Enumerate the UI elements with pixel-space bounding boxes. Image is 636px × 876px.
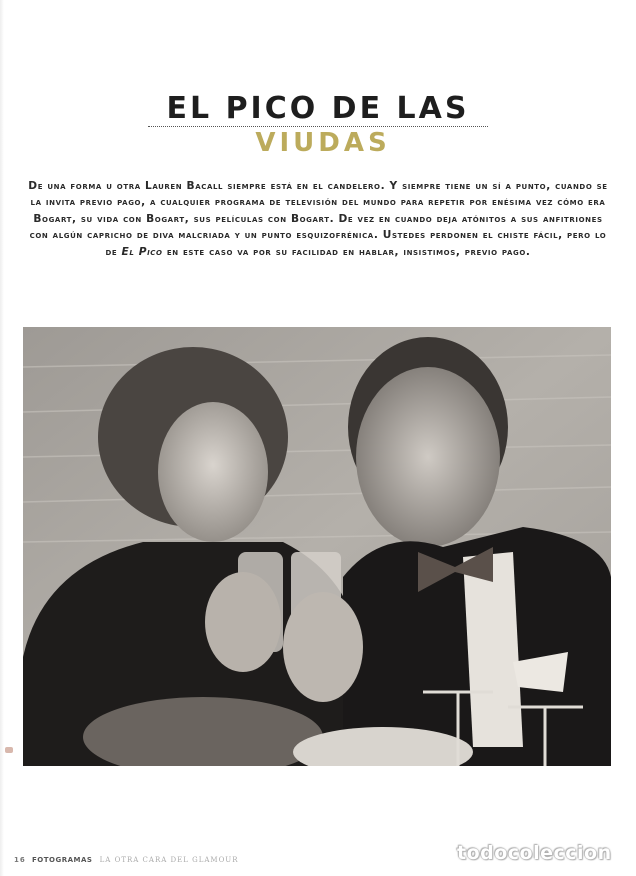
magazine-name: FOTOGRAMAS <box>31 856 93 864</box>
lead-paragraph <box>22 178 614 260</box>
article-title <box>0 92 636 158</box>
title-line-1: EL PICO DE LAS <box>166 91 470 126</box>
title-divider <box>148 126 488 127</box>
article-photo <box>23 327 611 766</box>
title-line-2: VIUDAS <box>255 128 391 158</box>
page-footer <box>14 856 238 868</box>
lead-text-2: en este caso va por su facilidad en hablar, insistimos, previo pago. <box>162 245 531 258</box>
page-corner-mark <box>5 747 13 753</box>
lead-italic-title: El Pico <box>121 245 163 258</box>
section-name: LA OTRA CARA DEL GLAMOUR <box>99 856 239 864</box>
watermark-logo: todocoleccion <box>457 842 612 864</box>
lead-text-1: De una forma u otra Lauren Bacall siempre está en el candelero. Y siempre tiene un sí a punto, cuando se la invita previo pago, a cualquier programa de televisión del mundo para repetir por enésima vez cómo era Bogart, su vida con Bogart, sus películas con Bogart. De vez en cuando deja atónitos a sus anfitriones con algún capricho de diva malcriada y un punto esquizofrénica. Ustedes perdonen el chiste fácil, pero lo de <box>28 180 608 258</box>
page-number: 16 <box>14 856 26 864</box>
